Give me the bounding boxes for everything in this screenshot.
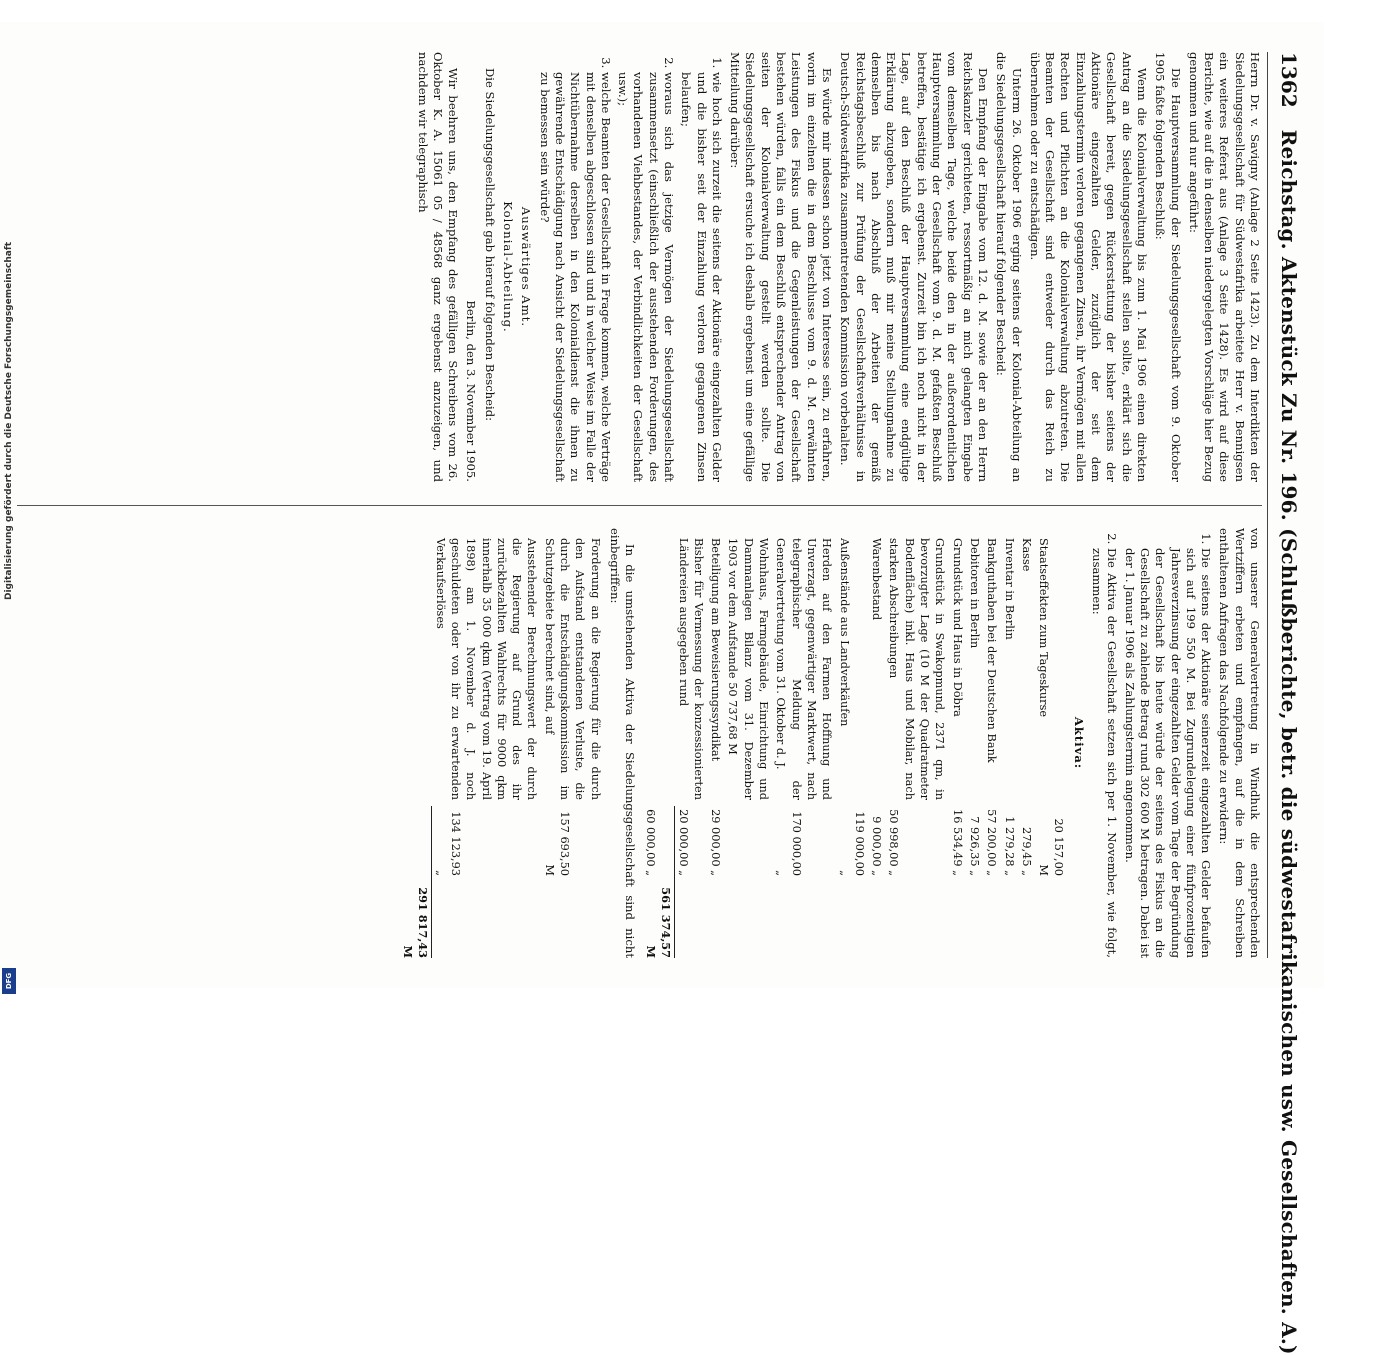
- ledger-row: [868, 528, 885, 958]
- ledger-cell-a2: 16 534,49 „: [950, 809, 964, 876]
- ledger-cell-desc: Inventar in Berlin: [1002, 538, 1016, 640]
- ledger-cell-a2: 57 200,00 „: [985, 809, 999, 876]
- ledger-cell-desc: Forderung an die Regierung für die durch den Aufstand entstandenen Verluste, die durch die Entschädigungskommission im Schutzgebiete berechnet sind, auf: [542, 538, 602, 800]
- ledger-cell-a2: 1 279,28 „: [1002, 816, 1016, 876]
- ledger-row: [724, 528, 772, 958]
- ledger-cell-total: [724, 876, 772, 958]
- ledger-cell-total: [966, 876, 983, 958]
- reply-dateline: Berlin, den 3. November 1905.: [464, 300, 479, 482]
- ledger-cell-total: [772, 876, 835, 958]
- ledger-cell-desc: Bankguthaben bei der Deutschen Bank: [985, 538, 999, 763]
- ledger-cell-a2: [724, 806, 772, 876]
- ledger-cell-a2: 50 998,00 „: [887, 809, 901, 876]
- ledger-row: [540, 528, 603, 958]
- left-column: [7, 52, 1262, 482]
- ledger-row: [983, 528, 1000, 958]
- answer-list: [1089, 528, 1213, 958]
- paragraph: Herrn Dr. v. Savigny (Anlage 2 Seite 1423). Zu dem Interdikten der Siedelungsgesellschaft für Südwestafrika arbeitete Herr v. Bennigsen ein weiteres Referat aus (Anlage 3 Seite 1428). Es wird auf diese Berichte, wie auf die in denselben niedergelegten Vorschläge hier Bezug genommen und nur angeführt:: [1186, 52, 1262, 482]
- ledger-cell-a2: 20 000,00 „: [677, 809, 691, 876]
- ledger-cell-total: 291 817,43 M: [398, 876, 431, 958]
- ledger-cell-desc: Kasse: [1019, 538, 1033, 572]
- ledger-row: [1000, 528, 1017, 958]
- list-item: 1. wie hoch sich zurzeit die seitens der Aktionäre eingezahlten Gelder und die bisher seit der Einzahlung verloren gegangenen Zinsen belaufen;: [678, 72, 724, 482]
- ledger-cell-total: [1035, 876, 1068, 958]
- aktiva-table: [641, 528, 1067, 958]
- ledger-row: [948, 528, 965, 958]
- ledger-row: [674, 528, 707, 958]
- ledger-cell-total: 561 374,57 M: [641, 876, 674, 958]
- ledger-cell-a2: [398, 806, 431, 876]
- ledger-cell-desc: Herden auf den Farmen Hoffnung und Unverzagt, gegenwärtiger Marktwert, nach telegraphischer Meldung der Generalvertretung vom 31. Oktober d. J.: [774, 538, 834, 800]
- ledger-cell-a2: 170 000,00 „: [774, 811, 803, 876]
- ledger-cell-total: [1018, 876, 1035, 958]
- ledger-cell-desc: Debitoren in Berlin: [967, 538, 981, 649]
- paragraph: Den Empfang der Eingabe vom 12. d. M. sowie der an den Herrn Reichskanzler gerichteten, ressortmäßig an mich gelangten Eingabe vom demselben Tage, welche beide den in der außerordentlichen Hauptversammlung der Gesellschaft vom 9. d. M. gefaßten Beschluß betreffen, bestätige ich ergebenst. Zurzeit bin ich noch nicht in der Lage, auf den Beschluß der Hauptversammlung eine endgültige Erklärung abzugeben, sondern muß mir meine Stellungnahme zu demselben bis nach Abschluß der Arbeiten der gemäß Reichstagsbeschluß zur Prüfung der Gesellschaftsverhältnisse in Deutsch-Südwestafrika zusammentretenden Kommission vorbehalten.: [838, 52, 990, 482]
- note-not-included: In die umstehenden Aktiva der Siedelungsgesellschaft sind nicht einbegriffen:: [607, 528, 638, 958]
- logo-text: DFG: [5, 972, 13, 990]
- ledger-cell-total: [431, 876, 540, 958]
- ledger-row: [398, 528, 431, 958]
- question-list: [536, 52, 724, 482]
- paragraph: Es würde mir indessen schon jetzt von Interesse sein, zu erfahren, worin im einzelnen die in dem Beschlusse vom 9. d. M. erwähnten Leistungen des Fiskus und die Gegenleistungen der Gesellschaft bestehen würden, falls ein dem Beschluß entsprechender Antrag von seiten der Kolonialverwaltung gestellt werden sollte. Die Siedelungsgesellschaft ersuche ich deshalb ergebenst um eine gefällige Mitteilung darüber:: [728, 52, 834, 482]
- ledger-cell-desc: Grundstück und Haus in Döbra: [950, 538, 964, 717]
- ledger-cell-total: [674, 876, 707, 958]
- ledger-cell-desc: [641, 528, 674, 806]
- list-item: 2. Die Aktiva der Gesellschaft setzen sich per 1. November, wie folgt, zusammen:: [1089, 548, 1120, 958]
- ledger-cell-a2: 60 000,00 „: [641, 806, 674, 876]
- ledger-cell-total: [540, 876, 603, 958]
- ledger-cell-a2: 134 123,93 „: [434, 811, 463, 876]
- list-item: 1. Die seitens der Aktionäre seinerzeit eingezahlten Gelder befaufen sich auf 199 550 M. Bei Zugrundelegung einer fünfprozentigen Jahresverzinsung der eingezahlten Gelder vom Tage der Begründung der Gesellschaft bis heute würde der seitens des Fiskus an die Gesellschaft zu zahlende Betrag rund 302 600 M betragen. Dabei ist der 1. Januar 1906 als Zahlungstermin angenommen.: [1121, 548, 1213, 958]
- page-title: Reichstag. Aktenstück Zu Nr. 196. (Schlußberichte, betr. die südwestafrikanischen usw. Gesellschaften. A.): [1277, 129, 1301, 1355]
- ledger-cell-desc: Außenstände aus Landverkäufen: [837, 538, 851, 727]
- ledger-cell-desc: Staatseffekten zum Tageskurse: [1037, 538, 1051, 718]
- ledger-cell-total: [1000, 876, 1017, 958]
- ledger-cell-total: [983, 876, 1000, 958]
- rotated-document-page: [0, 22, 1324, 1355]
- ledger-cell-a2: 7 926,35 „: [967, 816, 981, 876]
- ledger-row: [641, 528, 674, 958]
- dfg-logo: [2, 968, 16, 994]
- ledger-cell-desc: Beteiligung am Beweisierungssyndikat: [709, 538, 723, 762]
- ledger-cell-desc: Ausstehender Berechnungswert der durch die Regierung auf Grund des ihr zurückbezahlten Wahlrechts für 9000 qkm innerhalb 35 000 qkm (Vertrag vom 19. April 1898) am 1. November d. J. noch geschuldeten oder von ihr zu erwartenden Verkaufserlöses: [433, 538, 539, 800]
- ledger-cell-a2: 157 693,50 M: [542, 811, 572, 876]
- ledger-cell-desc: [398, 528, 431, 806]
- paragraph: von unserer Generalvertretung in Windhuk die entsprechenden Wertziffern erbeten und empfangen, auf die in dem Schreiben enthaltenen Anfragen das Nachfolgende zu erwidern:: [1217, 528, 1262, 958]
- column-divider: [17, 505, 1262, 506]
- funding-note: Digitalisierung gefördert durch die Deutsche Forschungsgemeinschaft: [4, 241, 14, 600]
- ledger-row: [772, 528, 835, 958]
- ledger-row: [1035, 528, 1068, 958]
- list-item: 3. welche Beamten der Gesellschaft in Frage kommen, welche Verträge mit denselben abgeschlossen sind und in welcher Weise im Falle der Nichtübernahme derselben in den Kolonialdienst die ihnen zu gewährende Entschädigung nach Ansicht der Siedelungsgesellschaft zu bemessen sein würde?: [536, 72, 612, 482]
- reply-intro: Die Siedelungsgesellschaft gab hierauf folgenden Bescheid:: [482, 68, 497, 422]
- ledger-row: [1018, 528, 1035, 958]
- list-item: 2. woraus sich das jetzige Vermögen der Siedelungsgesellschaft zusammensetzt (einschließlich der ausstehenden Forderungen, des vorhandenen Viehbestandes, der Verbindlichkeiten der Gesellschaft usw.);: [615, 72, 676, 482]
- ledger-cell-a2: 9 000,00 „: [870, 816, 884, 876]
- ledger-cell-a2: 29 000,00 „: [709, 809, 723, 876]
- ledger-cell-a2: 20 157,00 M: [1037, 818, 1066, 876]
- ledger-cell-a2: 279,45 „: [1019, 827, 1033, 876]
- ledger-row: [966, 528, 983, 958]
- ledger-row: [431, 528, 540, 958]
- ledger-cell-total: [835, 876, 868, 958]
- ledger-cell-total: [707, 876, 724, 958]
- ledger-cell-total: [868, 876, 885, 958]
- right-column: [7, 528, 1262, 958]
- ledger-row: [835, 528, 868, 958]
- ledger-cell-desc: Warenbestand: [870, 538, 884, 621]
- aktiva-heading: Aktiva:: [1071, 716, 1086, 770]
- ledger-cell-a2: 119 000,00 „: [837, 811, 866, 876]
- additional-claims-table: [398, 528, 603, 958]
- paragraph: Wenn die Kolonialverwaltung bis zum 1. Mai 1906 einen direkten Antrag an die Siedelungsgesellschaft stellen sollte, erklärt sich die Gesellschaft bereit, gegen Rückerstattung der bisher seitens der Aktionäre eingezahlten Gelder, zuzüglich der seit dem Einzahlungstermin verloren gegangenen Zinsen, ihr Vermögen mit allen Rechten und Pflichten an die Kolonialverwaltung abzutreten. Die Beamten der Gesellschaft sind entweder durch das Reich zu übernehmen oder zu entschädigen.: [1027, 52, 1149, 482]
- signature-office: Auswärtiges Amt.: [519, 206, 534, 328]
- ledger-cell-desc: Bisher für Vermessung der konzessionierten Ländereien ausgegeben rund: [676, 538, 705, 800]
- page-header: [1267, 52, 1310, 1355]
- ledger-cell-desc: Grundstück in Swakopmund, 2371 qm, in bevorzugter Lage (10 M der Quadratmeter Bodenfläche) inkl. Haus und Mobilar, nach starken Abschreibungen: [887, 538, 947, 800]
- ledger-cell-desc: Wohnhaus, Farmgebäude, Einrichtung und Dammanlagen Bilanz vom 31. Dezember 1903 vor dem Aufstande 50 737,68 M: [726, 538, 771, 800]
- reply-text: Wir beehren uns, den Empfang des gefälligen Schreibens vom 26. Oktober K. A. 15061 05 / 48568 ganz ergebenst anzuzeigen, und nachdem wir telegraphisch: [415, 52, 461, 482]
- page-number: 1362: [1277, 52, 1301, 108]
- paragraph: Die Hauptversammlung der Siedelungsgesellschaft vom 9. Oktober 1905 faßte folgenden Beschluß:: [1153, 52, 1183, 482]
- ledger-row: [885, 528, 948, 958]
- paragraph: Unterm 26. Oktober 1906 erging seitens der Kolonial-Abteilung an die Siedelungsgesellschaft hierauf folgender Bescheid:: [994, 52, 1024, 482]
- ledger-cell-total: [885, 876, 948, 958]
- ledger-cell-total: [948, 876, 965, 958]
- ledger-row: [707, 528, 724, 958]
- signature-dept: Kolonial-Abteilung.: [501, 201, 516, 333]
